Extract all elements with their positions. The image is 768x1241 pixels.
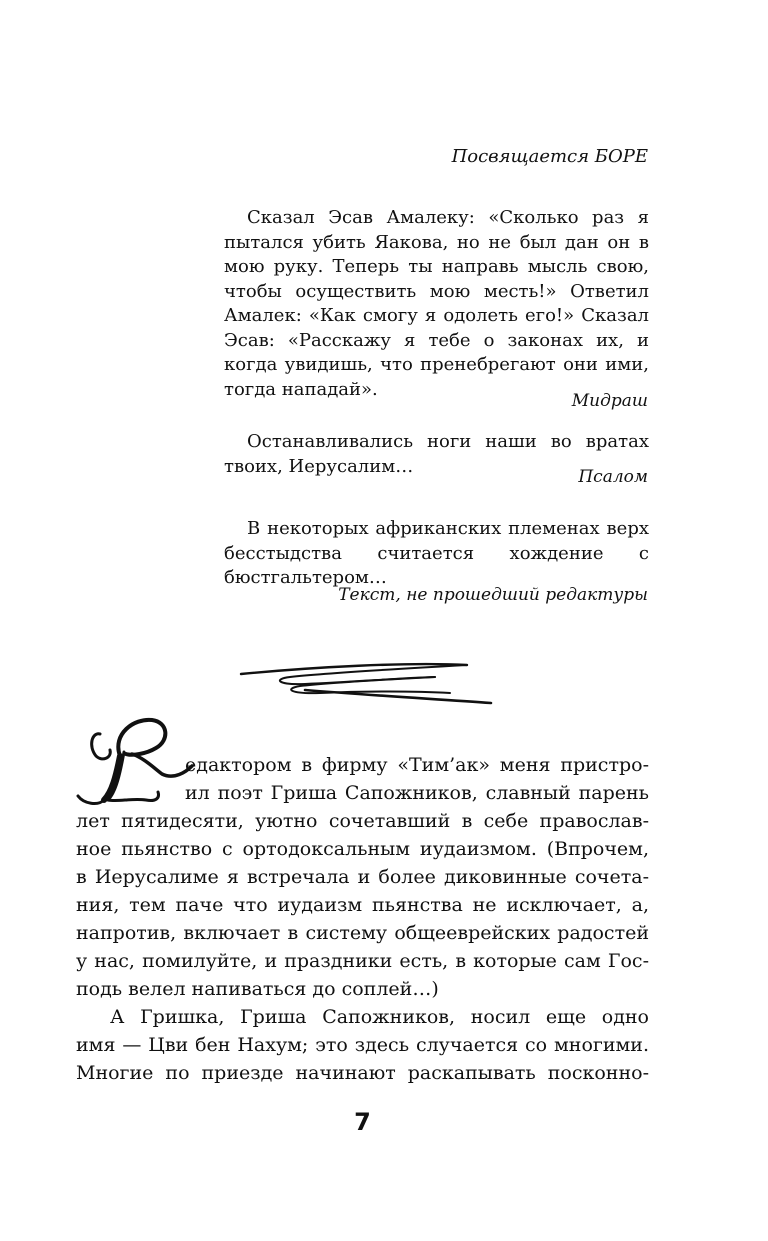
epigraph-unedited-source: Текст, не прошедший редактуры <box>338 585 648 605</box>
body-line-12: Многие по приезде начинают раскапывать посконно- <box>76 1062 649 1084</box>
body-line-7: напротив, включает в систему общееврейских радостей <box>76 922 649 944</box>
body-line-4: ное пьянство с ортодоксальным иудаизмом. (Впрочем, <box>76 838 649 860</box>
page-number: 7 <box>354 1108 371 1136</box>
body-line-9: подь велел напиваться до соплей…) <box>76 978 439 1000</box>
body-line-5: в Иерусалиме я встречала и более диковинные сочета- <box>76 866 649 888</box>
body-line-10: А Гришка, Гриша Сапожников, носил еще одно <box>110 1006 649 1028</box>
dedication: Посвящается БОРЕ <box>451 146 648 167</box>
body-line-1: едактором в фирму «Тим’ак» меня пристро- <box>185 754 649 776</box>
body-line-8: у нас, помилуйте, и праздники есть, в которые сам Гос- <box>76 950 649 972</box>
body-line-3: лет пятидесяти, уютно сочетавший в себе православ- <box>76 810 649 832</box>
body-line-11: имя — Цви бен Нахум; это здесь случается со многими. <box>76 1034 649 1056</box>
epigraph-midrash-text: Сказал Эсав Амалеку: «Сколько раз я пытался убить Яакова, но не был дан он в мою руку. Теперь ты направь мысль свою, чтобы осуществить мою месть!» Ответил Амалек: «Как смогу я одолеть его!» Сказал Эсав: «Расскажу я тебе о законах их, и когда увидишь, что пренебрегают они ими, тогда нападай». <box>224 207 649 400</box>
body-line-2: ил поэт Гриша Сапожников, славный парень <box>185 782 649 804</box>
epigraph-midrash-source: Мидраш <box>571 391 648 411</box>
epigraph-unedited-text: В некоторых африканских племенах верх бесстыдства считается хождение с бюстгальтером… <box>224 518 649 588</box>
flourish-divider <box>235 655 500 715</box>
body-line-6: ния, тем паче что иудаизм пьянства не исключает, а, <box>76 894 649 916</box>
epigraph-psalm-text: Останавливались ноги наши во вратах твоих, Иерусалим… <box>224 431 649 477</box>
epigraph-psalm-source: Псалом <box>578 467 648 487</box>
dropcap-r-icon <box>72 712 197 812</box>
